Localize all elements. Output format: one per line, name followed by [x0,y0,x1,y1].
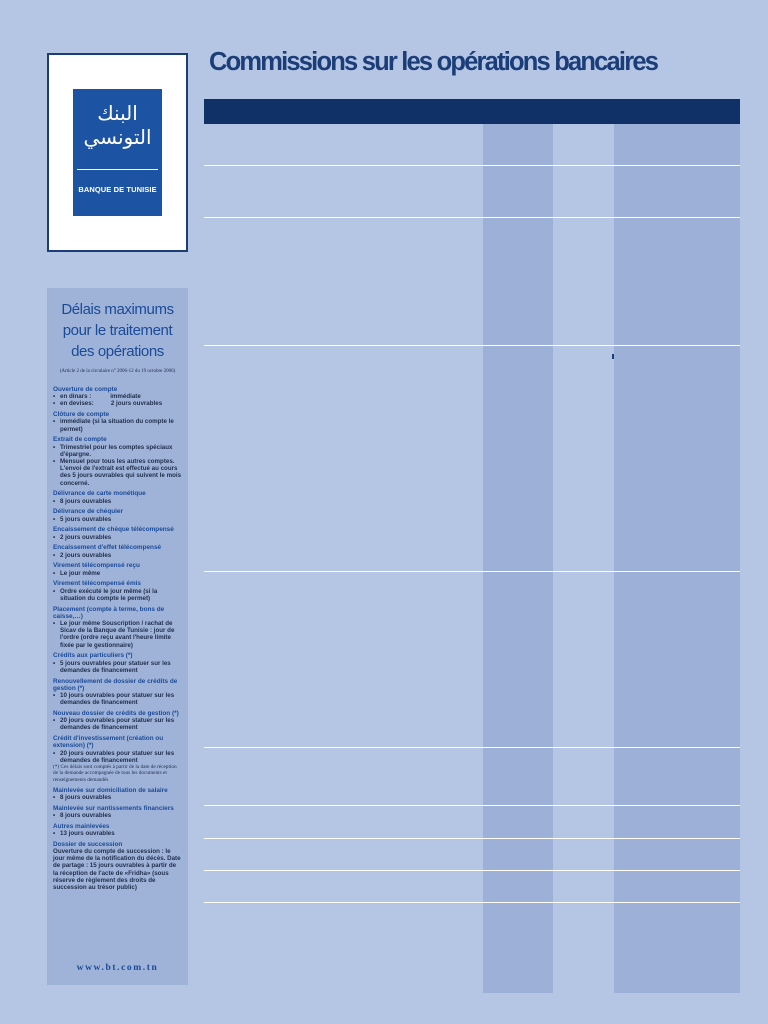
delay-section-title: Délivrance de carte monétique [53,490,146,498]
delay-section-title: Délivrance de chéquier [53,508,123,516]
bank-logo [73,89,162,216]
delay-section [53,580,182,602]
delay-section-item-text: 20 jours ouvrables pour statuer sur les demandes de financement [60,717,176,732]
delay-section [53,652,182,674]
delay-section-item [53,458,182,487]
delay-section-item [53,692,182,706]
delay-section [53,735,182,783]
stray-mark [612,354,614,359]
delay-section [53,411,182,433]
table-row-divider [204,805,740,806]
delay-section-item [53,794,182,801]
logo-bank-name: BANQUE DE TUNISIE [78,185,157,194]
delay-section-item [53,516,182,523]
delay-section-title: Autres mainlevées [53,822,110,830]
delay-sections [53,386,182,891]
delay-section-item [53,498,182,505]
bullet-icon: • [53,393,56,401]
logo-frame [47,53,188,252]
table-row-divider [204,345,740,346]
logo-arabic-line2: التونسي [83,125,152,149]
table-column-band [483,124,553,993]
bullet-icon: • [53,692,56,700]
bullet-icon: • [53,794,56,802]
panel-legal-note: (Article 2 de la circulaire n° 2006-12 du 19 octobre 2006) [59,369,176,374]
bullet-icon: • [53,569,56,577]
delay-section-item-text: 13 jours ouvrables [60,830,115,838]
bullet-icon: • [53,830,56,838]
bullet-icon: • [53,497,56,505]
delay-section [53,544,182,558]
delay-section-item [53,660,182,674]
delay-section-title: Nouveau dossier de crédits de gestion (*) [53,710,179,718]
delay-section-item-text: 2 jours ouvrables [60,533,112,541]
delay-section-item [53,570,182,577]
bullet-icon: • [53,812,56,820]
logo-arabic-text [73,101,162,149]
table-row-divider [204,870,740,871]
delay-section-item-text: 8 jours ouvrables [60,497,112,505]
bullet-icon: • [53,749,56,757]
delay-section-title: Mainlevée sur nantissements financiers [53,804,174,812]
delay-section-item-text: en dinars : immédiate [60,393,141,401]
panel-title: Délais maximums pour le traitement des opérations [61,301,174,360]
delay-section [53,787,182,801]
bullet-icon: • [53,620,56,628]
delay-section-title: Clôture de compte [53,411,110,419]
delay-section-item-text: Le jour même [60,569,101,577]
delay-section [53,562,182,576]
delay-section-item-text: Mensuel pour tous les autres comptes. L'envoi de l'extrait est effectué au cours des 5 jours ouvrables qui suivent le mois concerné. [60,458,183,487]
delay-section-item [53,830,182,837]
delay-section-title: Crédits aux particuliers (*) [53,652,133,660]
delay-section-item [53,393,182,400]
bullet-icon: • [53,659,56,667]
delay-section [53,386,182,408]
delay-section-item-text: Ordre exécuté le jour même (si la situation du compte le permet) [60,587,160,602]
bullet-icon: • [53,533,56,541]
delay-section-title: Crédit d'investissement (création ou extension) (*) [53,735,164,750]
delay-section-title: Virement télécompensé émis [53,580,141,588]
delay-section-item [53,552,182,559]
logo-divider [77,169,158,170]
processing-delays-panel [47,288,188,985]
delay-section-item [53,620,182,649]
table-row-divider [204,571,740,572]
delay-section [53,805,182,819]
delay-section-item [53,444,182,458]
bullet-icon: • [53,587,56,595]
delay-section-item-text: en devises: 2 jours ouvrables [60,400,163,408]
bullet-icon: • [53,717,56,725]
bullet-icon: • [53,515,56,523]
table-row-divider [204,165,740,166]
table-row-divider [204,838,740,839]
delay-section-title: Encaissement d'effet télécompensé [53,544,162,552]
delay-section-item-text: Trimestriel pour les comptes spéciaux d'épargne. [60,443,175,458]
delay-section-text: Ouverture du compte de succession : le jour même de la notification du décès. Date de partage : 15 jours ouvrables à partir de la réception de l'acte de «Fridha» (sous réserve de règlement des droits de succession au trésor public) [53,848,181,892]
delay-section-item-text: 20 jours ouvrables pour statuer sur les demandes de financement [60,749,176,764]
delay-section-footnote: (*) Ces délais sont comptés à partir de la date de réception de la demande accompagnée de tous les documents et renseignements demandés [53,764,177,783]
delay-section [53,606,182,649]
delay-section-item [53,717,182,731]
delay-section-item [53,418,182,432]
delay-section-title: Extrait de compte [53,436,107,444]
table-row-divider [204,902,740,903]
logo-arabic-line1: البنك [97,101,138,125]
delay-section-item [53,400,182,407]
delay-section-item-text: immédiate (si la situation du compte le permet) [60,418,176,433]
delay-section [53,526,182,540]
table-row-divider [204,217,740,218]
delay-section-item-text: 8 jours ouvrables [60,812,112,820]
table-header-bar [204,99,740,124]
delay-section [53,678,182,707]
delay-section-item-text: 10 jours ouvrables pour statuer sur les demandes de financement [60,692,176,707]
delay-section-title: Virement télécompensé reçu [53,562,140,570]
table-column-band [614,124,740,993]
bullet-icon: • [53,418,56,426]
delay-section [53,436,182,486]
delay-section-title: Encaissement de chèque télécompensé [53,526,174,534]
delay-section-item-text: 5 jours ouvrables pour statuer sur les demandes de financement [60,659,173,674]
table-row-divider [204,747,740,748]
delay-section [53,508,182,522]
delay-section [53,710,182,732]
delay-section-item-text: 8 jours ouvrables [60,794,112,802]
delay-section-title: Renouvellement de dossier de crédits de gestion (*) [53,677,178,692]
delay-section-title: Dossier de succession [53,840,123,848]
delay-section-title: Mainlevée sur domiciliation de salaire [53,786,168,794]
delay-section-item-text: 2 jours ouvrables [60,551,112,559]
delay-section [53,841,182,891]
delay-section-item-text: Le jour même Souscription / rachat de Sicav de la Banque de Tunisie : jour de l'ordre (ordre reçu avant l'heure limite fixée par le gestionnaire) [60,620,177,649]
delay-section-item [53,750,182,764]
bullet-icon: • [53,400,56,408]
delay-section-item [53,588,182,602]
delay-section-title: Ouverture de compte [53,386,118,393]
website-link[interactable]: www.bt.com.tn [76,963,159,973]
bullet-icon: • [53,443,56,451]
delay-section-title: Placement (compte à terme, bons de caisse,…) [53,605,165,620]
bullet-icon: • [53,551,56,559]
delay-section [53,823,182,837]
bullet-icon: • [53,458,56,466]
delay-section-item-text: 5 jours ouvrables [60,515,112,523]
delay-section [53,490,182,504]
delay-section-item [53,534,182,541]
page-title: Commissions sur les opérations bancaires [209,48,658,76]
delay-section-item [53,812,182,819]
